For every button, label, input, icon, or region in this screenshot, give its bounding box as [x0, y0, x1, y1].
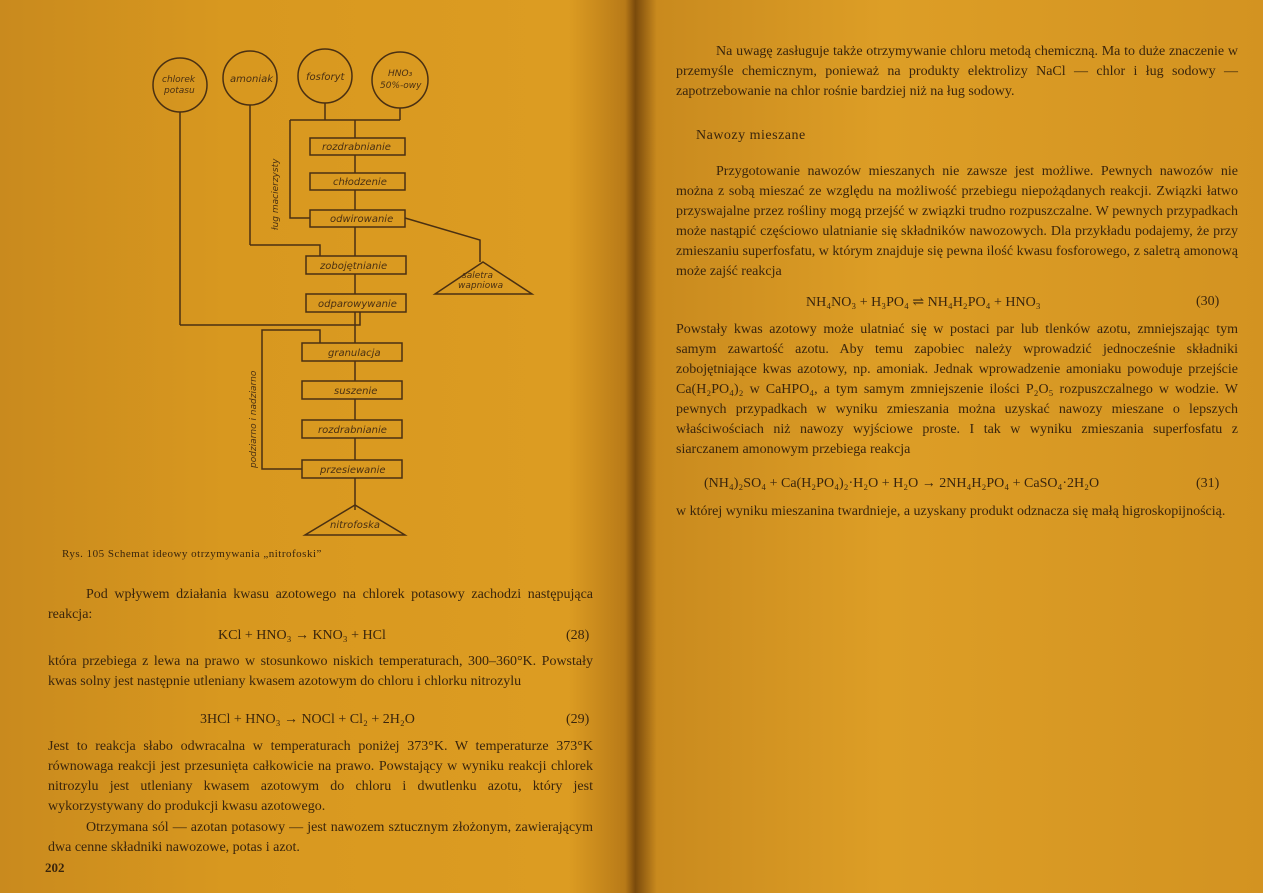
page-number: 202 [45, 860, 65, 875]
right-page [636, 0, 1263, 893]
step-label: odparowywanie [318, 299, 397, 310]
right-paragraph-1: Na uwagę zasługuje także otrzymywanie chloru metodą chemiczną. Ma to duże znaczenie w przemyśle chemicznym, ponieważ na produkty elektrolizy NaCl — chlor i ług sodowy — zapotrzebowanie na chlor rośnie bardziej niż na ług sodowy. [676, 44, 1238, 99]
side-label-recycle: podziarno i nadziarno [249, 370, 259, 468]
step-label: odwirowanie [330, 214, 394, 225]
side-output-label-2: wapniowa [458, 281, 504, 291]
equation-30-number: (30) [1196, 294, 1220, 309]
equation-31: (NH₄)₂SO₄ + Ca(H₂PO₄)₂·H₂O + H₂O → 2NH₄H₂PO₄ + CaSO₄·2H₂O [704, 476, 1100, 491]
section-heading: Nawozy mieszane [696, 128, 806, 143]
input-amoniak-label: amoniak [230, 74, 274, 85]
step-label: chłodzenie [333, 177, 387, 188]
step-label: granulacja [328, 348, 381, 359]
input-fosforyt-label: fosforyt [306, 72, 345, 83]
left-paragraph-4: Otrzymana sól — azotan potasowy — jest nawozem sztucznym złożonym, zawierającym dwa cenne składniki nawozowe, potas i azot. [48, 820, 593, 855]
equation-30: NH₄NO₃ + H₃PO₄ ⇌ NH₄H₂PO₄ + HNO₃ [806, 295, 1041, 310]
input-circle-hno3 [372, 52, 428, 108]
equation-31-number: (31) [1196, 476, 1220, 491]
side-label-mother-liquor: ług macierzysty [271, 158, 281, 230]
input-chlorek-label-1: chlorek [162, 75, 196, 85]
input-hno3-label-2: 50%-owy [380, 81, 422, 91]
final-output-label: nitrofoska [330, 520, 381, 531]
equation-29: 3HCl + HNO₃ → NOCl + Cl₂ + 2H₂O [200, 712, 415, 727]
step-label: rozdrabnianie [318, 425, 387, 436]
figure-caption: Rys. 105 Schemat ideowy otrzymywania „nitrofoski” [62, 548, 322, 560]
equation-28-number: (28) [566, 628, 590, 643]
input-chlorek-label-2: potasu [164, 86, 195, 96]
right-paragraph-4: w której wyniku mieszanina twardnieje, a uzyskany produkt odznacza się małą higroskopijnością. [676, 504, 1226, 519]
step-label: zobojętnianie [320, 261, 388, 272]
equation-29-number: (29) [566, 712, 590, 727]
right-paragraph-3: Powstały kwas azotowy może ulatniać się w postaci par lub tlenków azotu, zmniejszając tym samym zawartość azotu. Aby temu zapobiec należy wprowadzić jednocześnie składniki zobojętniające kwas azotowy, np. amoniak. Jednak wprowadzenie amoniaku powoduje przejście Ca(H₂PO₄)₂ w CaHPO₄, a tym samym zmniejszenie ilości P₂O₅ rozpuszczalnego w wodzie. W pewnych przypadkach w wyniku zmieszania można uzyskać nawozy mieszane o lepszych właściwościach niż nawozy wyjściowe proste. I tak w wyniku zmieszania superfosfatu z siarczanem amonowym przebiega reakcja [676, 322, 1238, 457]
step-label: przesiewanie [320, 465, 386, 476]
side-output-label-1: saletra [462, 271, 493, 281]
input-circle-chlorek [153, 58, 207, 112]
right-paragraph-2: Przygotowanie nawozów mieszanych nie zawsze jest możliwe. Pewnych nawozów nie można z sobą mieszać ze względu na możliwość przebiegu niepożądanych reakcji. Związki łatwo przyswajalne przez rośliny mogą przejść w związki trudno rozpuszczalne. W pewnych przypadkach może nastąpić częściowo ulatnianie się składników nawozowych. Dla przykładu podajemy, że przy zmieszaniu superfosfatu, w którym znajduje się pewna ilość kwasu fosforowego, z saletrą amonową może zajść reakcja [676, 164, 1238, 279]
input-hno3-label-1: HNO₃ [388, 69, 413, 79]
left-paragraph-1: Pod wpływem działania kwasu azotowego na chlorek potasowy zachodzi następująca reakcja: [48, 587, 593, 622]
step-label: suszenie [334, 386, 378, 397]
left-paragraph-2: która przebiega z lewa na prawo w stosunkowo niskich temperaturach, 300–360°K. Powstały kwas solny jest następnie utleniany kwasem azotowym do chloru i chlorku nitrozylu [48, 654, 593, 689]
left-paragraph-3: Jest to reakcja słabo odwracalna w temperaturach poniżej 373°K. W temperaturze 373°K równowaga reakcji jest przesunięta całkowicie na prawo. Powstający w wyniku reakcji chlorek nitrozylu jest utleniany kwasem azotowym do chloru i dwutlenku azotu, który jest wykorzystywany do produkcji kwasu azotowego. [48, 739, 593, 814]
equation-28: KCl + HNO₃ → KNO₃ + HCl [218, 628, 386, 643]
nitrofoska-flow-diagram [0, 0, 632, 560]
step-label: rozdrabnianie [322, 142, 391, 153]
